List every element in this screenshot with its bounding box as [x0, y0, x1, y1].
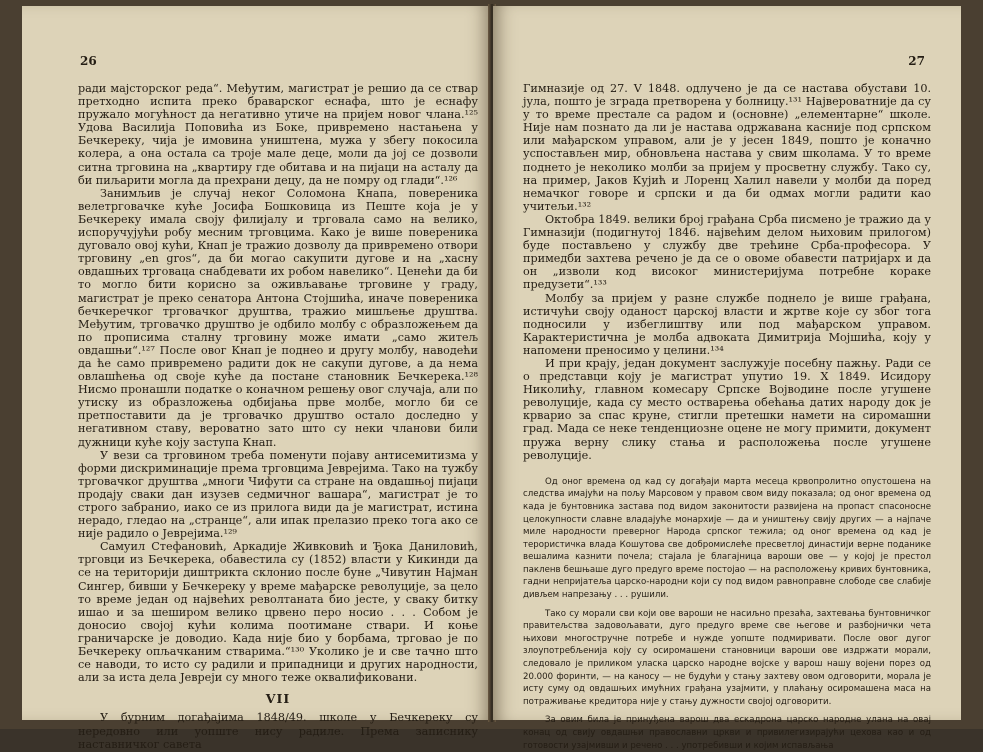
quote-paragraph: За овим била је принуђена варош два ескадрона царско народне улана на овај конац од свију овдашњи православни цркви и привилегизирајући цехова као и од готовости узајмивши и речено . . . употребивши и којим испављања [523, 715, 931, 751]
body-paragraph: Гимназије од 27. V 1848. одлучено је да се настава обустави 10. јула, пошто је зграда претворена у болницу.¹³¹ Највероватније да су у то време престале са радом и (основне) „елементарне“ школе. Није нам познато да ли је настава одржавана касније под српском или мађарском управом, али је у јесен 1849, пошто је коначно успостављен мир, обновљена настава у свим школама. У то време поднето је неколико молби за пријем у просветну службу. Тако су, на пример, Јаков Кујић и Лоренц Халил навели у молби да поред немачког говоре и српски и да би одмах могли радити као учитељи.¹³² [523, 82, 931, 213]
left-text-block [78, 82, 478, 751]
left-page [22, 6, 490, 751]
body-paragraph: И при крају, један документ заслужује посебну пажњу. Ради се о представци коју је магистрат упутио 19. X 1849. Исидору Николићу, главном комесару Српске Војводине после угушене револуције, када су место остварења обећања датих народу док је крварио за спас круне, стигли претешки намети на сиромашни град. Мада се неке тенденциозне оцене не могу примити, документ пружа верну слику стања и расположења после угушене револуције. [523, 356, 931, 462]
quote-paragraph: Од оног времена од кад су догађаји марта месеца крвопролитно опустошена на следства имајући на пољу Марсовом у правом свом виду показала; од оног времена од када је бунтовника застава под видом законитости развијена на пропаст спасоносне целокупности славне владајуће монархије — да и уништењу свију других — а најпаче миле народности преверног Народа српског тежила; од оног времена од кад је терористичка влада Кошутова све добромислеће пресветлој династији верне поданике вешалима казнити почела; стајала је благајница вароши ове — у којој је престол пакленв бешњаше дуго предуго време постојао — на расположењу кривих бунтовника, гадни непријатеља царско-народни који су под видом равноправне слободе све слабије дивљем напрезању . . . рушили. [523, 476, 931, 601]
page-number-right: 27 [908, 54, 925, 68]
page-number-left: 26 [80, 54, 97, 68]
body-paragraph: Самуил Стефановић, Аркадије Живковић и Ђока Даниловић, трговци из Бечкерека, обавестила су (1852) власти у Кикинди да се на територији диштрикта склонио после буне „Чивутин Најман Сингер, бивши у Бечкереку у време мађарске револуције, за цело то време један од највећих револтаната био јесте, у сваку битку ишао и за шеширом велико црвено перо носио . . . Собом је доносио својој кући колима поотимане ствари. И коње граничарске је доводио. Када није био у борбама, трговао је по Бечкереку опљачканим стварима.“¹³⁰ Уколико је и све тачно што се наводи, то исто су радили и припадници и других народности, али за иста дела Јевреји су много теже оквалификовани. [78, 540, 478, 685]
quote-paragraph: Тако су морали сви који ове вароши не насиљно презаћа, захтевања бунтовничког правитељства задовољавати, дуго предуго време све његове и разбојнички чета њихови многостручне потребе и нужде уопште подмиривати. После овог дугог злоупотребљенија коју су осиромашени становници вароши ове издржати морали, следовало је приликом уласка царско народне војске у варош нашу војени порез од 20.000 форинти, — на каносу — не будући у стању захтеву овом одговорити, морала је исту суму од овдашњих имућних грађана узајмити, у плаћању осиромашена маса на потраживање кредитора није у стању дужности својој одговорити. [523, 608, 931, 707]
quoted-document [523, 476, 931, 752]
body-paragraph: Молбу за пријем у разне службе поднело је више грађана, истичући своју оданост царској власти и жртве које су због тога подносили у избеглиштву или под мађарском управом. Карактеристична је молба адвоката Димитрија Мојшића, коју у напомени преносимо у целини.¹³⁴ [523, 291, 931, 357]
body-paragraph: У бурним догађајима 1848/49. школе у Бечкереку су нередовно или уопште нису радиле. Према записнику наставничког савета [78, 711, 478, 751]
body-paragraph: У вези са трговином треба поменути појаву антисемитизма у форми дискриминације према трговцима Јеврејима. Тако на тужбу трговачког друштва „многи Чифути са стране на овдашњој пијаци продају сваки дан изузев седмичног вашара“, магистрат је то строго забранио, иако се из прилога види да је магистрат, истина нерадо, гледао на „странце“, али ипак прелазио преко тога ако се није радило о Јеврејима.¹²⁹ [78, 448, 478, 541]
body-paragraph: Занимљив је случај неког Соломона Кнапа, повереника велетрговачке куће Јосифа Бошковица из Пеште која је у Бечкереку имала своју филијалу и трговала само на велико, испоручујући робу месним трговцима. Како је више повереника дуговало овој кући, Кнап је тражио дозволу да привремено отвори трговину „en gros“, да би могао сакупити дугове и на „хасну овдашњих трговаца снабдевати их робом навелико“. Ценећи да би то могло бити корисно за оживљавање трговине у граду, магистрат је преко сенатора Антона Стојшића, иначе повереника бечкеречког трговачког друштва, тражио мишљење друштва. Међутим, трговачко друштво је одбило молбу с образложењем да по прописима сталну трговину може имати „само житељ овдашњи“.¹²⁷ После овог Кнап је поднео и другу молбу, наводећи да ће само привремено радити док не сакупи дугове, а да нема овлашћења од своје куће да постане становник Бечкерека.¹²⁸ Нисмо пронашли податке о коначном решењу овог случаја, али по утиску из образложења одбијања прве молбе, могло би се претпоставити да је трговачко друштво остало доследно у негативном ставу, вероватно зато што су неки чланови били дужници куће коју заступа Кнап. [78, 186, 478, 449]
body-paragraph: ради мајсторског реда“. Међутим, магистрат је решио да се ствар претходно испита преко браварског еснафа, што је еснафу пружало могућност да негативно утиче на пријем новог члана.¹²⁵ Удова Василија Поповића из Боке, привремено настањена у Бечкереку, чија је имовина уништена, мужа у збегу покосила колера, а она остала са троје мале деце, моли да јој се дозволи ситна трговина на „квартиру где обитава и на пијаци на асталу да би пиљарити могла да прехрани децу, да не помру од глади“.¹²⁶ [78, 82, 478, 187]
section-heading: VII [265, 691, 291, 707]
right-text-block [523, 82, 931, 752]
body-paragraph: Октобра 1849. велики број грађана Срба писмено је тражио да у Гимназији (подигнутој 1846. највећим делом њиховим прилогом) буде постављено у службу две трећине Срба-професора. У примедби захтева речено је да се о овоме обавести патријарх и да он „изволи код високог министеријума потребне кораке предузети“.¹³³ [523, 212, 931, 292]
right-page [493, 6, 961, 751]
